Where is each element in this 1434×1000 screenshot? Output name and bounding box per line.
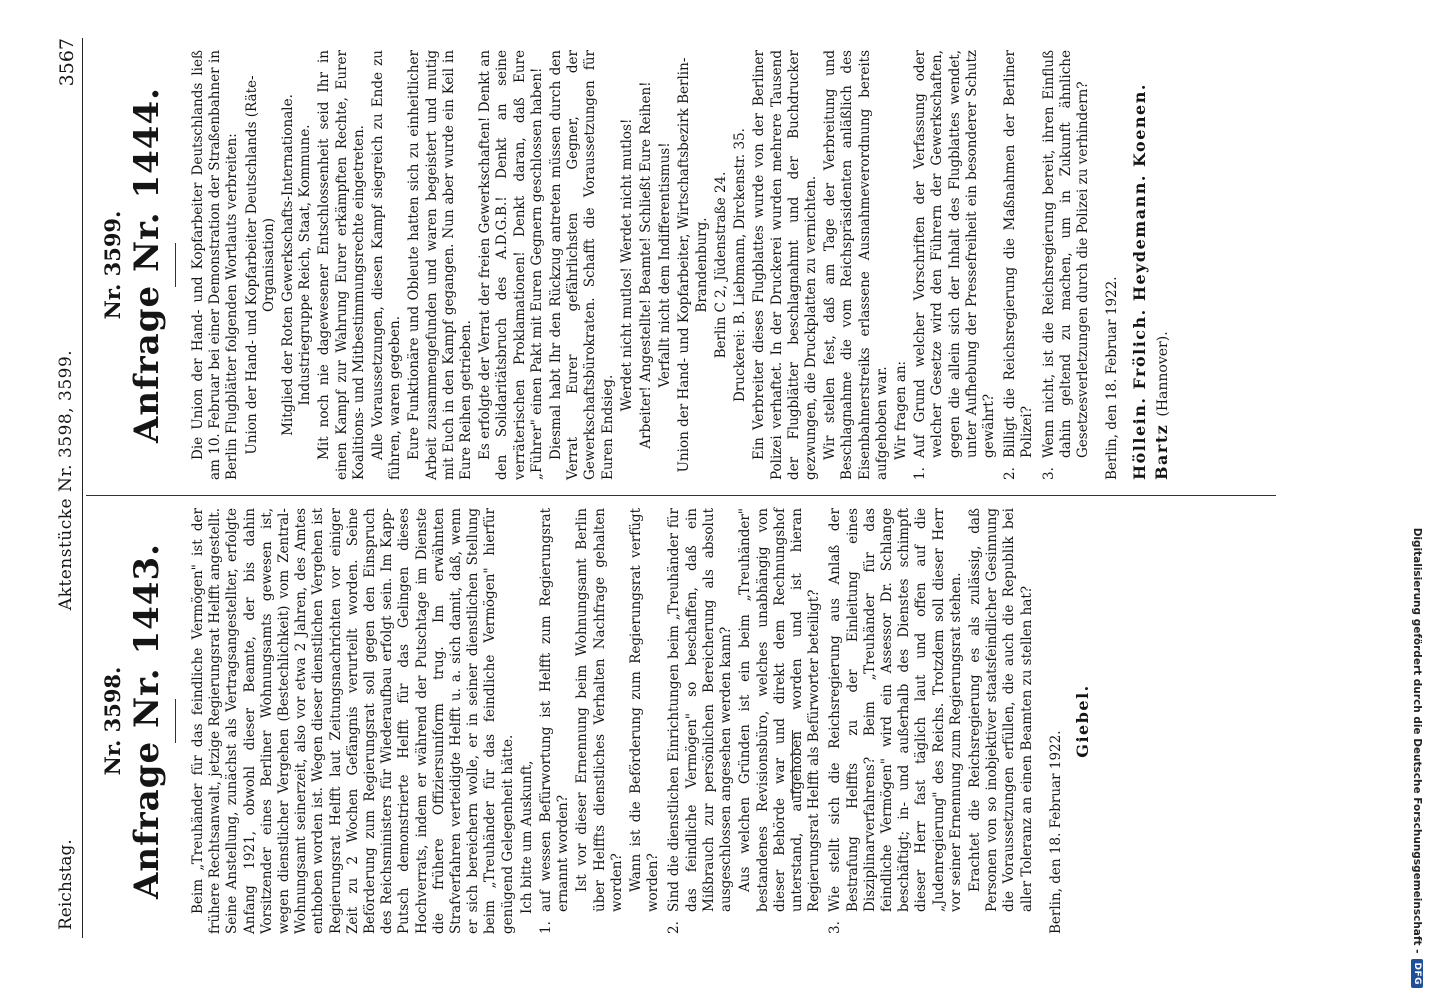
signature-rule bbox=[792, 730, 793, 800]
header-rule bbox=[82, 38, 83, 938]
question-subparagraph: Erachtet die Reichsregierung es als zulässig, daß Personen von so inobjektiver staatsfeindlicher Gesinnung die Voraussetzungen erfüllen, die auch die Republik bei aller Toleranz an einen Beamten zu stellen hat? bbox=[966, 508, 1035, 912]
footer-text: Digitalisierung gefördert durch die Deutsche Forschungsgemeinschaft - bbox=[1411, 527, 1423, 954]
question-item bbox=[1002, 50, 1038, 480]
ask-line: Wir fragen an: bbox=[892, 360, 909, 460]
question-text: Wie stellt sich die Reichsregierung aus Anlaß der Bestrafung Helffts zu der Einleitung eines Disziplinarverfahrens? Beim „Treuhänder für das feindliche Vermögen" wird ein Assessor Dr. Schlange beschäftigt; in- und außerhalb des Dienstes schimpft dieser Herr fast täglich laut und offen auf die „Judenregierung" des Reichs. Trotzdem soll dieser Herr vor seiner Ernennung zum Regierungsrat stehen. bbox=[827, 508, 964, 912]
flyer-paragraph: Mit noch nie dagewesener Entschlossenheit seid Ihr in einen Kampf zur Wahrung Eurer erkämpften Rechte, Eurer Koalitions- und Mitbestimmungsrechte eingetreten. bbox=[316, 50, 367, 480]
question-body bbox=[1041, 50, 1095, 458]
document-title: Anfrage Nr. 1443. bbox=[127, 543, 167, 899]
question-subparagraph: Wann ist die Beförderung zum Regierungsrat verfügt worden? bbox=[628, 508, 662, 912]
right-column bbox=[96, 50, 1174, 480]
document-title: Anfrage Nr. 1444. bbox=[127, 87, 167, 443]
body-paragraph: Wir stellen fest, daß am Tage der Verbreitung und Beschlagnahme die vom Reichspräsidenten anläßlich des Eisenbahnerstreiks erlassene Ausnahmeverordnung bereits aufgehoben war. bbox=[822, 50, 890, 480]
document-number: Nr. 3598. bbox=[100, 666, 125, 776]
question-body bbox=[912, 50, 1000, 458]
document-number: Nr. 3599. bbox=[100, 210, 125, 320]
question-body bbox=[827, 508, 1037, 912]
question-text: auf wessen Befürwortung ist Helfft zum Regierungsrat ernannt worden? bbox=[538, 508, 572, 912]
question-number: 2. bbox=[666, 921, 683, 934]
footer-inner bbox=[1406, 8, 1428, 988]
question-text: Billigt die Reichsregierung die Maßnahmen der Berliner Polizei? bbox=[1002, 50, 1036, 458]
question-subparagraph: Ist vor dieser Ernennung beim Wohnungsamt Berlin über Helffts dienstliches Verhalten Nachfrage gehalten worden? bbox=[574, 508, 625, 912]
question-text: Sind die dienstlichen Einrichtungen beim „Treuhänder für das feindliche Vermögen" so beschaffen, daß ein Mißbrauch zur persönlichen Bereicherung als absolut ausgeschlossen angesehen werden kann? bbox=[666, 508, 735, 912]
question-number: 2. bbox=[1002, 467, 1019, 480]
question-item bbox=[1041, 50, 1095, 480]
question-number: 3. bbox=[827, 921, 844, 934]
date-line: Berlin, den 18. Februar 1922. bbox=[1047, 730, 1064, 934]
question-body bbox=[1002, 50, 1038, 458]
flyer-heading: Union der Hand- und Kopfarbeiter Deutschlands (Räte-Organisation) bbox=[243, 75, 277, 455]
question-text: Auf Grund welcher Vorschriften der Verfassung oder welcher Gesetze wird den Führern der Gewerkschaften, gegen die allein sich der Inhalt des Flugblattes wendet, unter Aufhebung der Pressefreiheit ein besonderer Schutz gewährt? bbox=[912, 50, 997, 458]
question-number: 1. bbox=[912, 467, 929, 480]
date-line: Berlin, den 18. Februar 1922. bbox=[1104, 276, 1121, 480]
flyer-slogan: Werdet nicht mutlos! Werdet nicht mutlos! bbox=[618, 118, 635, 412]
intro-paragraph: Beim „Treuhänder für das feindliche Vermögen" ist der frühere Rechtsanwalt, jetzige Regierungsrat Helfft angestellt. Seine Anstellung, zunächst als Vertragsangestellter, erfolgte Anfang 1921, obwohl dieser Beamte, der bis dahin Vorsitzender eines Berliner Wohnungsamts gewesen ist, wegen dienstlicher Vergehen (Bestechlichkeit) vom Zentral-Wohnungsamt seinerzeit, also vor etwa 2 Jahren, des Amtes enthoben worden ist. Wegen dieser dienstlichen Vergehen ist Regierungsrat Helfft laut Zeitungsnachrichten vor einiger Zeit zu 2 Wochen Gefängnis verurteilt worden. Seine Beförderung zum Regierungsrat soll gegen den Einspruch des Reichsministers für Wiederaufbau erfolgt sein. Im Kapp-Putsch demonstrierte Helfft für das Gelingen dieses Hochverrats, indem er während der Putschtage im Dienste die frühere Offiziersuniform trug. Im erwähnten Strafverfahren verteidigte Helfft u. a. sich damit, daß, wenn er sich bereichern wolle, er in seiner dienstlichen Stellung beim „Treuhänder für das feindliche Vermögen" hierfür genügend Gelegenheit hätte. bbox=[190, 508, 516, 934]
title-rule bbox=[175, 243, 176, 287]
flyer-heading: Mitglied der Roten Gewerkschafts-Internationale. Industriegruppe Reich, Staat, Kommune. bbox=[280, 94, 314, 436]
question-number: 3. bbox=[1040, 467, 1057, 480]
question-item bbox=[827, 508, 1037, 934]
signature-name: Bartz bbox=[1152, 423, 1172, 480]
signature: Giebel. bbox=[1072, 684, 1092, 758]
signature-region: (Hannover). bbox=[1155, 331, 1172, 417]
flyer-paragraph: Es erfolgte der Verrat der freien Gewerkschaften! Denkt an den Solidaritätsbruch des A.D.G.B.! Denkt an seine verräterischen Proklamationen! Denkt daran, daß Eure „Führer" einen Pakt mit Euren Gegnern geschlossen haben! bbox=[477, 50, 545, 480]
intro-paragraph: Die Union der Hand- und Kopfarbeiter Deutschlands ließ am 10. Februar bei einer Demonstration der Straßenbahner in Berlin Flugblätter folgenden Wortlauts verbreiten: bbox=[190, 50, 241, 480]
page-number: 3567 bbox=[56, 38, 78, 87]
question-item bbox=[666, 508, 825, 934]
header-center: Aktenstücke Nr. 3598, 3599. bbox=[56, 349, 76, 611]
request-line: Ich bitte um Auskunft, bbox=[518, 760, 535, 914]
question-item bbox=[538, 508, 664, 934]
body-paragraph: Ein Verbreiter dieses Flugblattes wurde von der Berliner Polizei verhaftet. In der Druckerei wurden mehrere Tausend der Flugblätter beschlagnahmt und der Buchdrucker gezwungen, die Druckplatten zu vernichten. bbox=[751, 50, 819, 480]
question-number: 1. bbox=[538, 921, 555, 934]
header-left: Reichstag. bbox=[56, 839, 76, 930]
question-item bbox=[912, 50, 1000, 480]
question-body bbox=[538, 508, 664, 912]
left-column bbox=[96, 508, 1092, 934]
question-body bbox=[666, 508, 825, 912]
digitization-footer bbox=[1406, 8, 1432, 988]
flyer-slogan: Verfallt nicht dem Indifferentismus! bbox=[657, 142, 674, 388]
signature-names: Höllein. Frölich. Heydemann. Koenen. bbox=[1130, 83, 1150, 480]
flyer-address: Berlin C 2, Jüdenstraße 24. bbox=[712, 171, 729, 359]
flyer-signature: Union der Hand- und Kopfarbeiter, Wirtschaftsbezirk Berlin-Brandenburg. bbox=[676, 57, 710, 473]
dfg-logo-icon: DFG bbox=[1411, 959, 1423, 988]
question-subparagraph: Aus welchen Gründen ist ein beim „Treuhänder" bestandenes Revisionsbüro, welches unabhängig von dieser Behörde war und direkt dem Rechnungshof unterstand, aufgehoben worden und ist hieran Regierungsrat Helfft als Befürworter beteiligt? bbox=[737, 508, 823, 912]
title-rule bbox=[175, 699, 176, 743]
flyer-paragraph: Diesmal habt Ihr den Rückzug antreten müssen durch den Verrat Eurer gefährlichsten Gegner, der Gewerkschaftsbürokraten. Schafft die Voraussetzungen für Euren Endsieg. bbox=[548, 50, 616, 480]
signatures bbox=[1129, 50, 1174, 480]
flyer-printer: Druckerei: B. Liebmann, Dirckenstr. 35. bbox=[732, 128, 749, 402]
flyer-paragraph: Eure Funktionäre und Obleute hatten sich zu einheitlicher Arbeit zusammengefunden und waren begeistert und mutig mit Euch in den Kampf gegangen. Nun aber wurde ein Keil in Eure Reihen getrieben. bbox=[406, 50, 475, 480]
question-text: Wenn nicht, ist die Reichsregierung bereit, ihren Einfluß dahin geltend zu machen, um in Zukunft ähnliche Gesetzesverletzungen durch die Polizei zu verhindern? bbox=[1040, 50, 1091, 458]
flyer-slogan: Arbeiter! Angestellte! Beamte! Schließt Eure Reihen! bbox=[638, 81, 655, 449]
column-separator bbox=[86, 495, 1276, 496]
flyer-paragraph: Alle Voraussetzungen, diesen Kampf siegreich zu Ende zu führen, waren gegeben. bbox=[370, 50, 404, 480]
signature-names-second bbox=[1151, 50, 1174, 480]
